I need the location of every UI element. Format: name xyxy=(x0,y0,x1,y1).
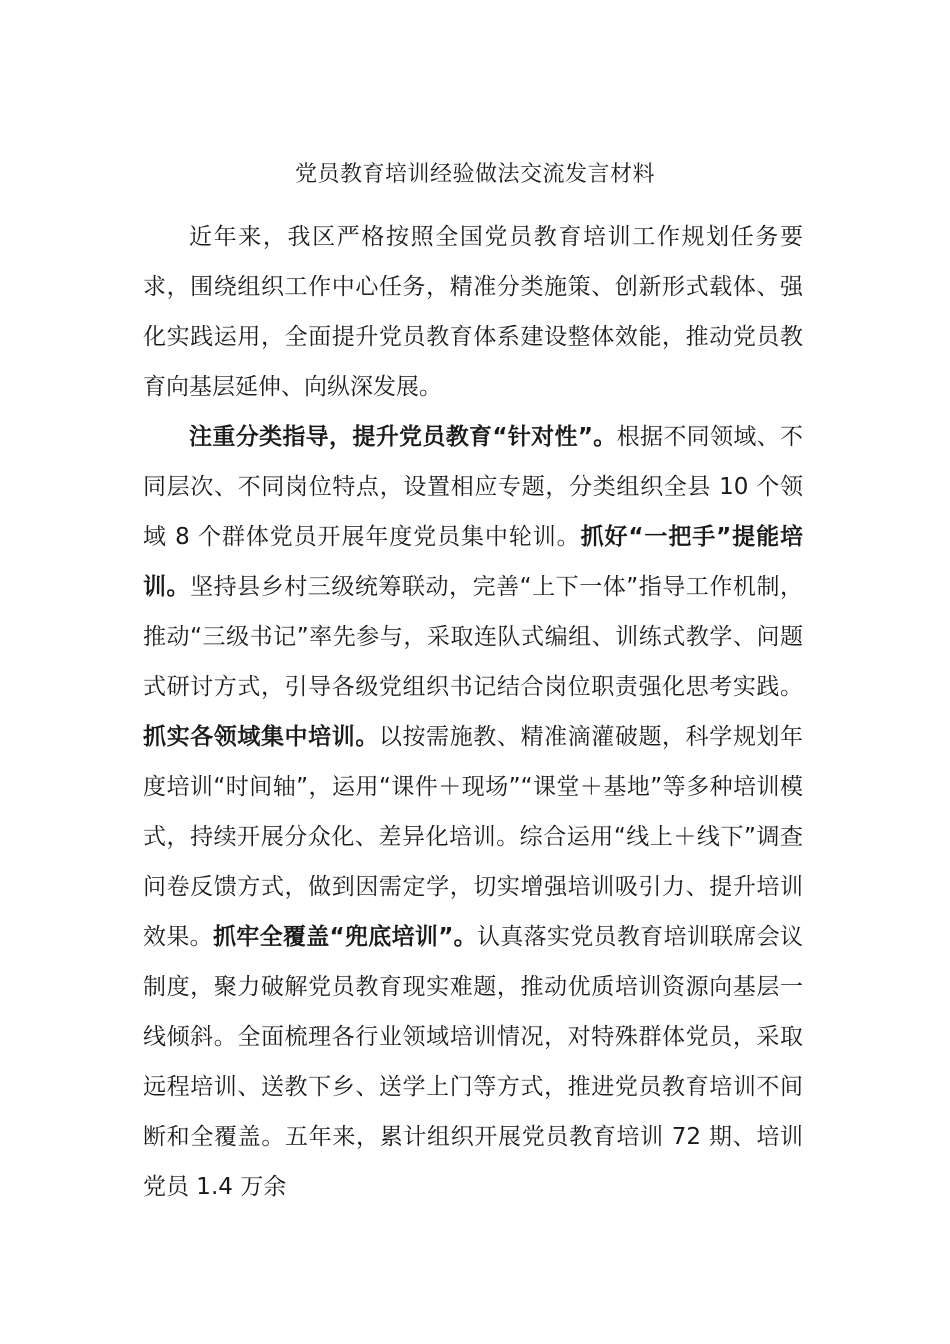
intro-paragraph: 近年来，我区严格按照全国党员教育培训工作规划任务要求，围绕组织工作中心任务，精准分类施策、创新形式载体、强化实践运用，全面提升党员教育体系建设整体效能，推动党员教育向基层延伸、向纵深发展。 xyxy=(143,224,803,400)
section-text-4: 认真落实党员教育培训联席会议制度，聚力破解党员教育现实难题，推动优质培训资源向基层一线倾斜。全面梳理各行业领域培训情况，对特殊群体党员，采取远程培训、送教下乡、送学上门等方式，推进党员教育培训不间断和全覆盖。五年来，累计组织开展党员教育培训 72 期、培训党员 1.4 万余 xyxy=(143,924,804,1200)
section-text-2: 坚持县乡村三级统筹联动，完善“上下一体”指导工作机制，推动“三级书记”率先参与，采取连队式编组、训练式教学、问题式研讨方式，引导各级党组织书记结合岗位职责强化思考实践。 xyxy=(143,574,803,700)
section-text-3: 以按需施教、精准滴灌破题，科学规划年度培训“时间轴”，运用“课件＋现场”“课堂＋基地”等多种培训模式，持续开展分众化、差异化培训。综合运用“线上＋线下”调查问卷反馈方式，做到因需定学，切实增强培训吸引力、提升培训效果。 xyxy=(143,724,804,950)
document-title: 党员教育培训经验做法交流发言材料 xyxy=(294,162,655,187)
subheading-3: 抓牢全覆盖“兜底培训”。 xyxy=(212,924,477,950)
section-text-1: 根据不同领域、不同层次、不同岗位特点，设置相应专题，分类组织全县 10 个领域 8 个群体党员开展年度党员集中轮训。 xyxy=(143,424,804,550)
subheading-2: 抓实各领域集中培训。 xyxy=(143,724,379,750)
subheading-1: 抓好“一把手”提能培训。 xyxy=(143,524,803,600)
section-heading: 注重分类指导，提升党员教育“针对性”。 xyxy=(189,424,617,450)
section-paragraph xyxy=(143,412,803,1212)
